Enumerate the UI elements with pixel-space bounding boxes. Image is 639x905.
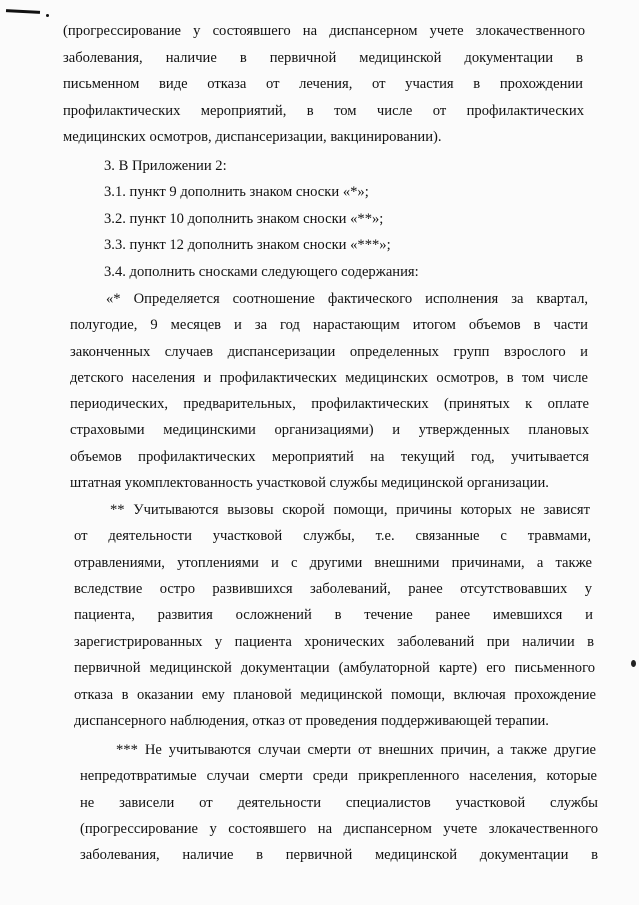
footnote-1-line: «* Определяется соотношение фактического исполнения за квартал, — [106, 291, 588, 307]
footnote-3-line: *** Не учитываются случаи смерти от внешних причин, а также другие — [116, 742, 596, 758]
footnote-2-line: от деятельности участковой службы, т.е. связанные с травмами, — [74, 528, 591, 544]
footnote-1-line: штатная укомплектованность участковой службы медицинской организации. — [70, 475, 549, 491]
list-item: 3.4. дополнить сносками следующего содержания: — [104, 264, 419, 280]
footnote-1-line: детского населения и профилактических медицинских осмотров, в том числе — [70, 370, 588, 386]
list-item: 3.3. пункт 12 дополнить знаком сноски «***»; — [104, 237, 391, 253]
text-line: медицинских осмотров, диспансеризации, вакцинировании). — [63, 129, 442, 145]
footnote-2-line: первичной медицинской документации (амбулаторной карте) его письменного — [74, 660, 595, 676]
scan-artifact-dot — [46, 14, 49, 17]
footnote-1-line: полугодие, 9 месяцев и за год нарастающим итогом объемов в части — [70, 317, 588, 333]
footnote-1-line: законченных случаев диспансеризации определенных групп взрослого и — [70, 344, 588, 360]
section-heading: 3. В Приложении 2: — [104, 158, 227, 174]
footnote-1-line: объемов профилактических мероприятий на текущий год, учитывается — [70, 449, 589, 465]
footnote-2-line: отказа в оказании ему плановой медицинской помощи, включая прохождение — [74, 687, 596, 703]
text-line: письменном виде отказа от лечения, от участия в прохождении — [63, 76, 583, 92]
footnote-2-line: отравлениями, утоплениями и с другими внешними причинами, а также — [74, 555, 592, 571]
footnote-2-line: зарегистрированных у пациента хронических заболеваний при наличии в — [74, 634, 594, 650]
list-item: 3.2. пункт 10 дополнить знаком сноски «**»; — [104, 211, 384, 227]
footnote-1-line: страховыми медицинскими организациями) и утвержденных плановых — [70, 422, 589, 438]
footnote-3-line: заболевания, наличие в первичной медицинской документации в — [80, 847, 598, 863]
text-line: заболевания, наличие в первичной медицинской документации в — [63, 50, 583, 66]
footnote-2-line: ** Учитываются вызовы скорой помощи, причины которых не зависят — [110, 502, 590, 518]
footnote-3-line: не зависели от деятельности специалистов участковой службы — [80, 795, 598, 811]
footnote-2-line: диспансерного наблюдения, отказ от проведения поддерживающей терапии. — [74, 713, 549, 729]
footnote-3-line: непредотвратимые случаи смерти среди прикрепленного населения, которые — [80, 768, 597, 784]
footnote-1-line: периодических, предварительных, профилактических (принятых к оплате — [70, 396, 589, 412]
footnote-3-line: (прогрессирование у состоявшего на диспансерном учете злокачественного — [80, 821, 598, 837]
footnote-2-line: вследствие остро развившихся заболеваний, ранее отсутствовавших у — [74, 581, 592, 597]
text-line: профилактических мероприятий, в том числе от профилактических — [63, 103, 584, 119]
footnote-2-line: пациента, развития осложнений в течение ранее имевшихся и — [74, 607, 593, 623]
scan-artifact-mark — [6, 9, 40, 14]
list-item: 3.1. пункт 9 дополнить знаком сноски «*»; — [104, 184, 369, 200]
text-line: (прогрессирование у состоявшего на диспансерном учете злокачественного — [63, 23, 585, 39]
scan-edge-dot — [631, 660, 636, 667]
